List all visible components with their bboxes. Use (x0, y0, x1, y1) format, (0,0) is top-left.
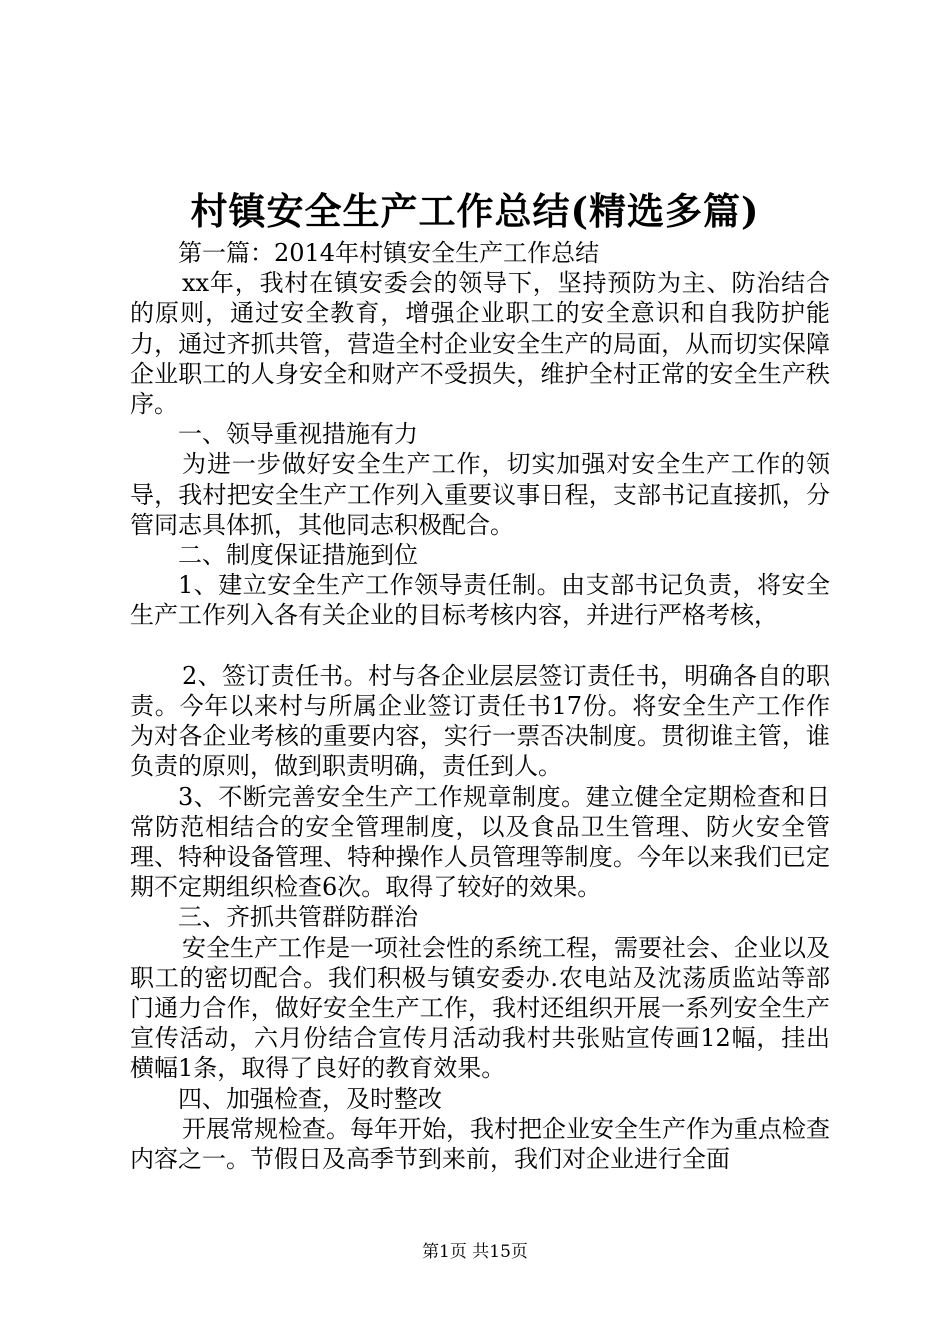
paragraph: 开展常规检查。每年开始，我村把企业安全生产作为重点检查内容之一。节假日及高季节到来前，我们对企业进行全面 (130, 1114, 830, 1174)
paragraph: 3、不断完善安全生产工作规章制度。建立健全定期检查和日常防范相结合的安全管理制度，以及食品卫生管理、防火安全管理、特种设备管理、特种操作人员管理等制度。今年以来我们已定期不定期组织检查6次。取得了较好的效果。 (130, 782, 830, 902)
paragraph: 为进一步做好安全生产工作，切实加强对安全生产工作的领导，我村把安全生产工作列入重要议事日程，支部书记直接抓，分管同志具体抓，其他同志积极配合。 (130, 450, 830, 539)
page-title: 村镇安全生产工作总结(精选多篇) (190, 189, 760, 233)
paragraph: 2、签订责任书。村与各企业层层签订责任书，明确各自的职责。今年以来村与所属企业签订责任书17份。将安全生产工作作为对各企业考核的重要内容，实行一票否决制度。贯彻谁主管，谁负责的原则，做到职责明确，责任到人。 (130, 661, 830, 781)
section-heading: 三、齐抓共管群防群治 (178, 903, 418, 932)
paragraph: 1、建立安全生产工作领导责任制。由支部书记负责，将安全生产工作列入各有关企业的目标考核内容，并进行严格考核， (130, 571, 830, 630)
section-heading: 二、制度保证措施到位 (178, 541, 418, 570)
section-heading: 四、加强检查，及时整改 (178, 1084, 442, 1113)
section-heading: 一、领导重视措施有力 (178, 420, 418, 449)
page-footer: 第1页 共15页 (422, 1242, 528, 1262)
paragraph: xx年，我村在镇安委会的领导下，坚持预防为主、防治结合的原则，通过安全教育，增强企业职工的安全意识和自我防护能力，通过齐抓共管，营造全村企业安全生产的局面，从而切实保障企业职工的人身安全和财产不受损失，维护全村正常的安全生产秩序。 (130, 269, 830, 419)
paragraph: 安全生产工作是一项社会性的系统工程，需要社会、企业以及职工的密切配合。我们积极与镇安委办.农电站及沈荡质监站等部门通力合作，做好安全生产工作，我村还组织开展一系列安全生产宣传活动，六月份结合宣传月活动我村共张贴宣传画12幅，挂出横幅1条，取得了良好的教育效果。 (130, 933, 830, 1083)
blank-line (130, 631, 830, 661)
document-body (130, 238, 830, 1174)
section-heading: 第一篇：2014年村镇安全生产工作总结 (178, 239, 600, 267)
